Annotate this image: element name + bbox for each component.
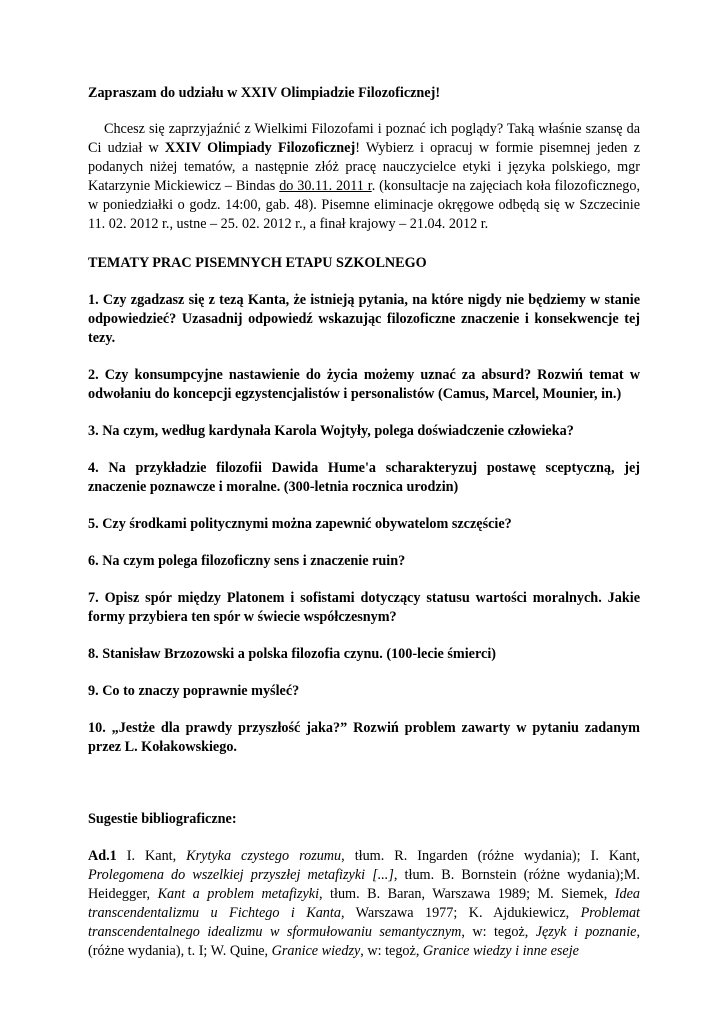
intro-text-1: Chcesz się zaprzyjaźnić z Wielkimi Filozofami i poznać ich poglądy? Taką właśnie szansę da Ci udział w — [88, 121, 640, 156]
bib-text: , tłum. B. Bornstein (różne wydania);M. Heidegger, — [88, 867, 640, 902]
topic-item: 10. „Jestże dla prawdy przyszłość jaka?” Rozwiń problem zawarty w pytaniu zadanym przez L. Kołakowskiego. — [88, 720, 640, 755]
intro-text-3: . (konsultacje na zajęciach koła filozoficznego, w poniedziałki o godz. 14:00, gab. 48). Pisemne eliminacje okręgowe odbędą się w Szczecinie 11. 02. 2012 r., ustne – 25. 02. 2012 r., a finał krajowy – 21.04. 2012 r. — [88, 178, 641, 232]
bib-title: Idea transcendentalizmu u Fichtego i Kanta — [88, 886, 640, 921]
topics-heading: TEMATY PRAC PISEMNYCH ETAPU SZKOLNEGO — [88, 255, 427, 271]
document-page — [88, 84, 640, 961]
bib-text: , tłum. B. Baran, Warszawa 1989; M. Siemek, — [319, 886, 615, 902]
topic-item: 6. Na czym polega filozoficzny sens i znaczenie ruin? — [88, 553, 406, 569]
topic-item: 2. Czy konsumpcyjne nastawienie do życia możemy uznać za absurd? Rozwiń temat w odwołaniu do koncepcji egzystencjalistów i personalistów (Camus, Marcel, Mounier, in.) — [88, 367, 640, 402]
bib-text: I. Kant, — [116, 848, 187, 864]
bib-title: Kant a problem metafizyki — [157, 886, 320, 902]
bib-title: Problemat transcendentalnego idealizmu w sformułowaniu semantycznym — [88, 905, 640, 940]
topic-item: 9. Co to znaczy poprawnie myśleć? — [88, 683, 300, 699]
deadline: do 30.11. 2011 r — [279, 178, 372, 194]
topic-item: 4. Na przykładzie filozofii Dawida Hume'a scharakteryzuj postawę sceptyczną, jej znaczenie poznawcze i moralne. (300-letnia rocznica urodzin) — [88, 460, 640, 495]
bib-title: Granice wiedzy i inne eseje — [422, 943, 579, 959]
topic-item: 7. Opisz spór między Platonem i sofistami dotyczący statusu wartości moralnych. Jakie formy przybiera ten spór w świecie współczesnym? — [88, 590, 640, 625]
bib-text: , w: tegoż, — [360, 943, 423, 959]
bib-text: , (różne wydania), t. I; W. Quine, — [88, 924, 640, 959]
topic-item: 1. Czy zgadzasz się z tezą Kanta, że istnieją pytania, na które nigdy nie będziemy w stanie odpowiedzieć? Uzasadnij odpowiedź wskazując filozoficzne znaczenie i konsekwencje tej tezy. — [88, 292, 640, 346]
bib-title: Prolegomena do wszelkiej przyszłej metafizyki [...] — [88, 867, 394, 883]
topic-item: 5. Czy środkami politycznymi można zapewnić obywatelom szczęście? — [88, 516, 512, 532]
bib-text: , tłum. R. Ingarden (różne wydania); I. Kant, — [341, 848, 640, 864]
bib-text: , Warszawa 1977; K. Ajdukiewicz, — [340, 905, 581, 921]
bibliography-entry — [88, 847, 640, 961]
bib-text: , w: tegoż, — [461, 924, 536, 940]
olympiad-name: XXIV Olimpiady Filozoficznej — [164, 140, 356, 156]
bib-title: Granice wiedzy — [271, 943, 361, 959]
bibliography-heading: Sugestie bibliograficzne: — [88, 811, 237, 827]
topic-item: 8. Stanisław Brzozowski a polska filozofia czynu. (100-lecie śmierci) — [88, 646, 496, 662]
bibliography-label: Ad.1 — [88, 848, 117, 864]
invitation-title: Zapraszam do udziału w XXIV Olimpiadzie Filozoficznej! — [88, 85, 441, 101]
bib-title: Krytyka czystego rozumu — [186, 848, 342, 864]
intro-text-2: ! Wybierz i opracuj w formie pisemnej jeden z podanych niżej tematów, a następnie złóż pracę nauczycielce etyki i języka polskiego, mgr Katarzynie Mickiewicz – Bindas — [88, 140, 641, 194]
intro-paragraph — [88, 120, 640, 234]
topic-item: 3. Na czym, według kardynała Karola Wojtyły, polega doświadczenie człowieka? — [88, 423, 574, 439]
bib-title: Język i poznanie — [535, 924, 637, 940]
